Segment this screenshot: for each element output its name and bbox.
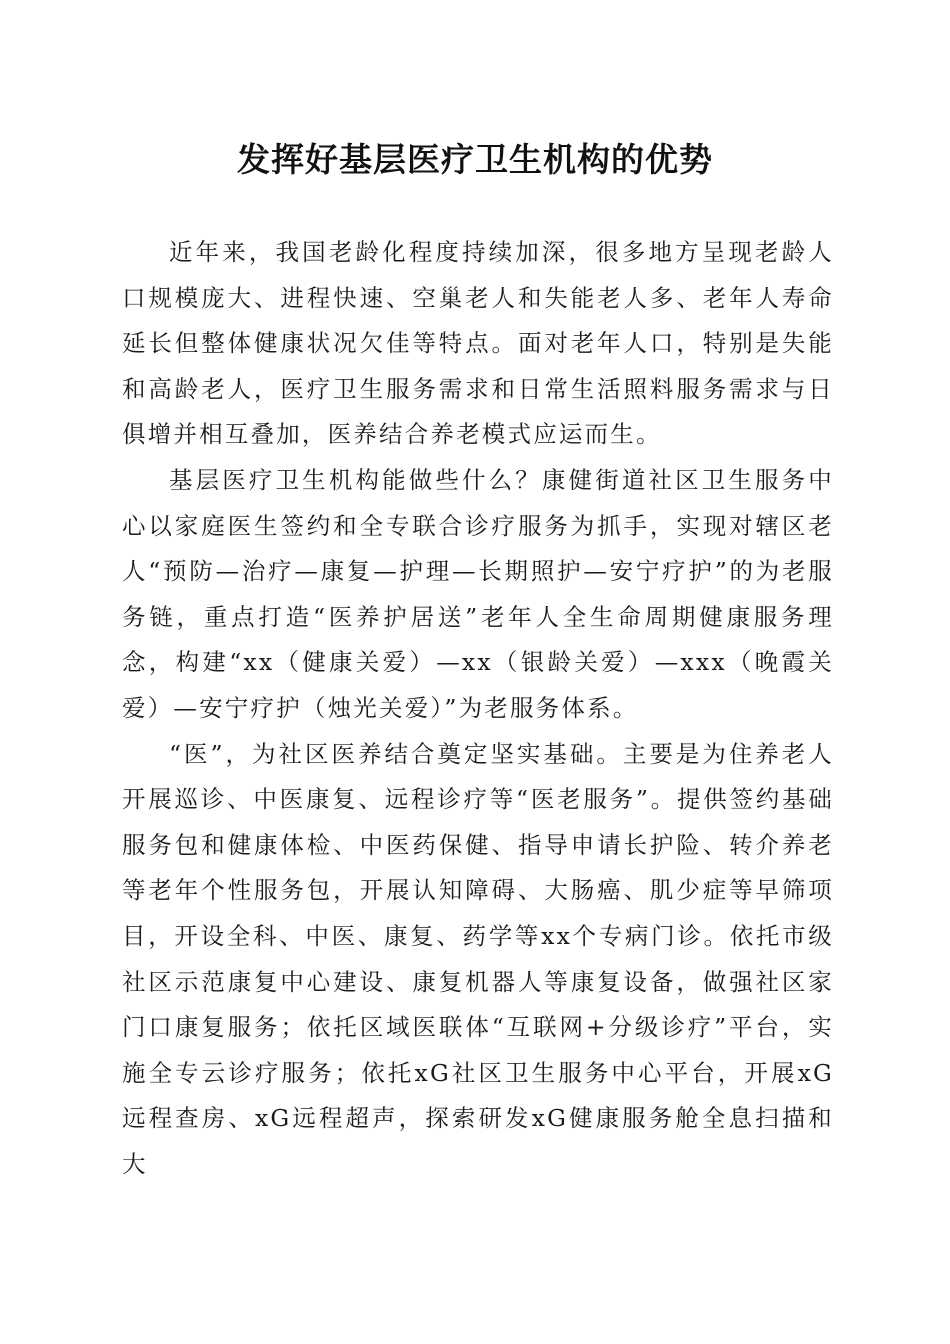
document-title: 发挥好基层医疗卫生机构的优势 [237,140,713,179]
paragraph-2: 基层医疗卫生机构能做些什么？康健街道社区卫生服务中心以家庭医生签约和全专联合诊疗服务为抓手，实现对辖区老人“预防—治疗—康复—护理—长期照护—安宁疗护”的为老服务链，重点打造“医养护居送”老年人全生命周期健康服务理念，构建“xx（健康关爱）—xx（银龄关爱）—xxx（晚霞关爱）—安宁疗护（烛光关爱）”为老服务体系。 [122,465,834,722]
paragraph-3: “医”，为社区医养结合奠定坚实基础。主要是为住养老人开展巡诊、中医康复、远程诊疗等“医老服务”。提供签约基础服务包和健康体检、中医药保健、指导申请长护险、转介养老等老年个性服务包，开展认知障碍、大肠癌、肌少症等早筛项目，开设全科、中医、康复、药学等xx个专病门诊。依托市级社区示范康复中心建设、康复机器人等康复设备，做强社区家门口康复服务；依托区域医联体“互联网+分级诊疗”平台，实施全专云诊疗服务；依托xG社区卫生服务中心平台，开展xG远程查房、xG远程超声，探索研发xG健康服务舱全息扫描和大 [122,739,834,1178]
paragraph-1: 近年来，我国老龄化程度持续加深，很多地方呈现老龄人口规模庞大、进程快速、空巢老人和失能老人多、老年人寿命延长但整体健康状况欠佳等特点。面对老年人口，特别是失能和高龄老人，医疗卫生服务需求和日常生活照料服务需求与日俱增并相互叠加，医养结合养老模式应运而生。 [122,238,834,449]
document-body [122,230,834,1187]
